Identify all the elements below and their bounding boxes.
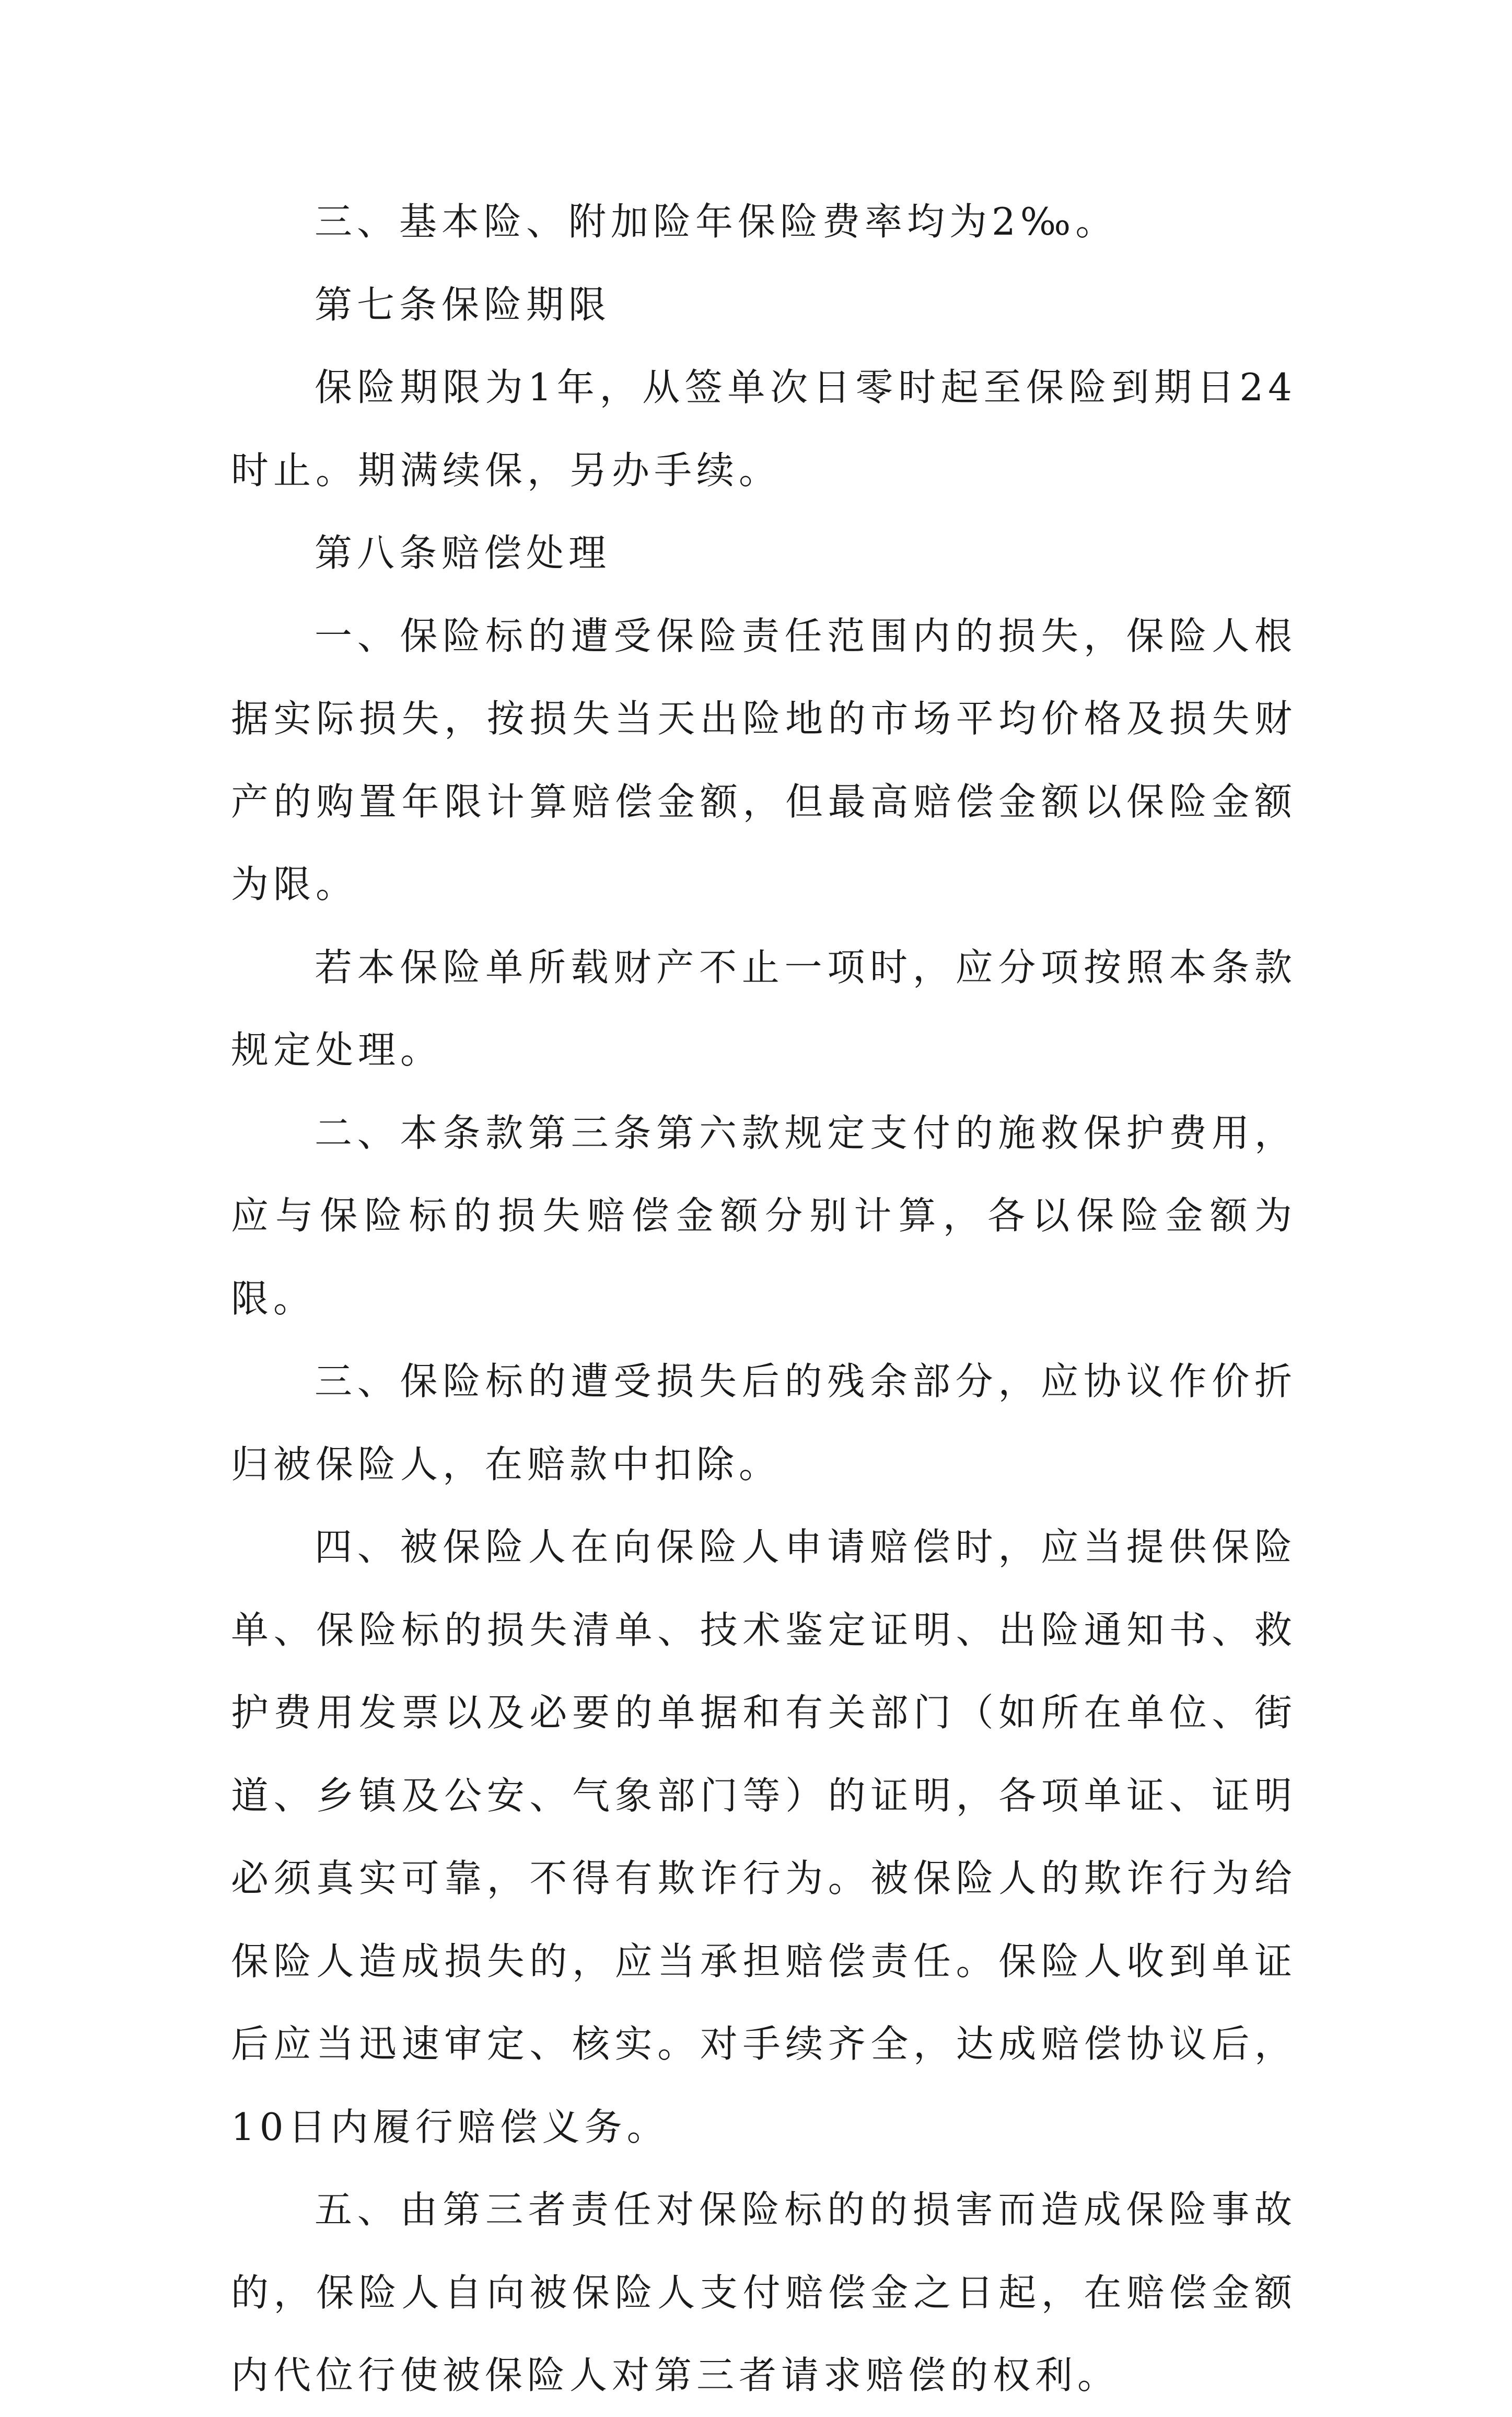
paragraph-premium-rate: 三、基本险、附加险年保险费率均为2‰。 (315, 200, 1118, 244)
paragraph-multiple-items: 若本保险单所载财产不止一项时，应分项按照本条款规定处理。 (231, 945, 1297, 1072)
heading-article-7: 第七条保险期限 (315, 282, 611, 327)
paragraph-compensation-5: 五、由第三者责任对保险标的的损害而造成保险事故的，保险人自向被保险人支付赔偿金之日起，在赔偿金额内代位行使被保险人对第三者请求赔偿的权利。 (231, 2188, 1297, 2397)
paragraph-compensation-3: 三、保险标的遭受损失后的残余部分，应协议作价折归被保险人，在赔款中扣除。 (231, 1359, 1297, 1486)
paragraph-insurance-period: 保险期限为1年，从签单次日零时起至保险到期日24时止。期满续保，另办手续。 (231, 365, 1297, 492)
heading-article-8: 第八条赔偿处理 (315, 531, 611, 575)
paragraph-compensation-4: 四、被保险人在向保险人申请赔偿时，应当提供保险单、保险标的损失清单、技术鉴定证明、出险通知书、救护费用发票以及必要的单据和有关部门（如所在单位、街道、乡镇及公安、气象部门等）的证明，各项单证、证明必须真实可靠，不得有欺诈行为。被保险人的欺诈行为给保险人造成损失的，应当承担赔偿责任。保险人收到单证后应当迅速审定、核实。对手续齐全，达成赔偿协议后，10日内履行赔偿义务。 (231, 1525, 1297, 2149)
document-body (231, 180, 1297, 2417)
paragraph-compensation-2: 二、本条款第三条第六款规定支付的施救保护费用，应与保险标的损失赔偿金额分别计算，各以保险金额为限。 (231, 1111, 1297, 1321)
paragraph-compensation-1: 一、保险标的遭受保险责任范围内的损失，保险人根据实际损失，按损失当天出险地的市场平均价格及损失财产的购置年限计算赔偿金额，但最高赔偿金额以保险金额为限。 (231, 614, 1297, 906)
